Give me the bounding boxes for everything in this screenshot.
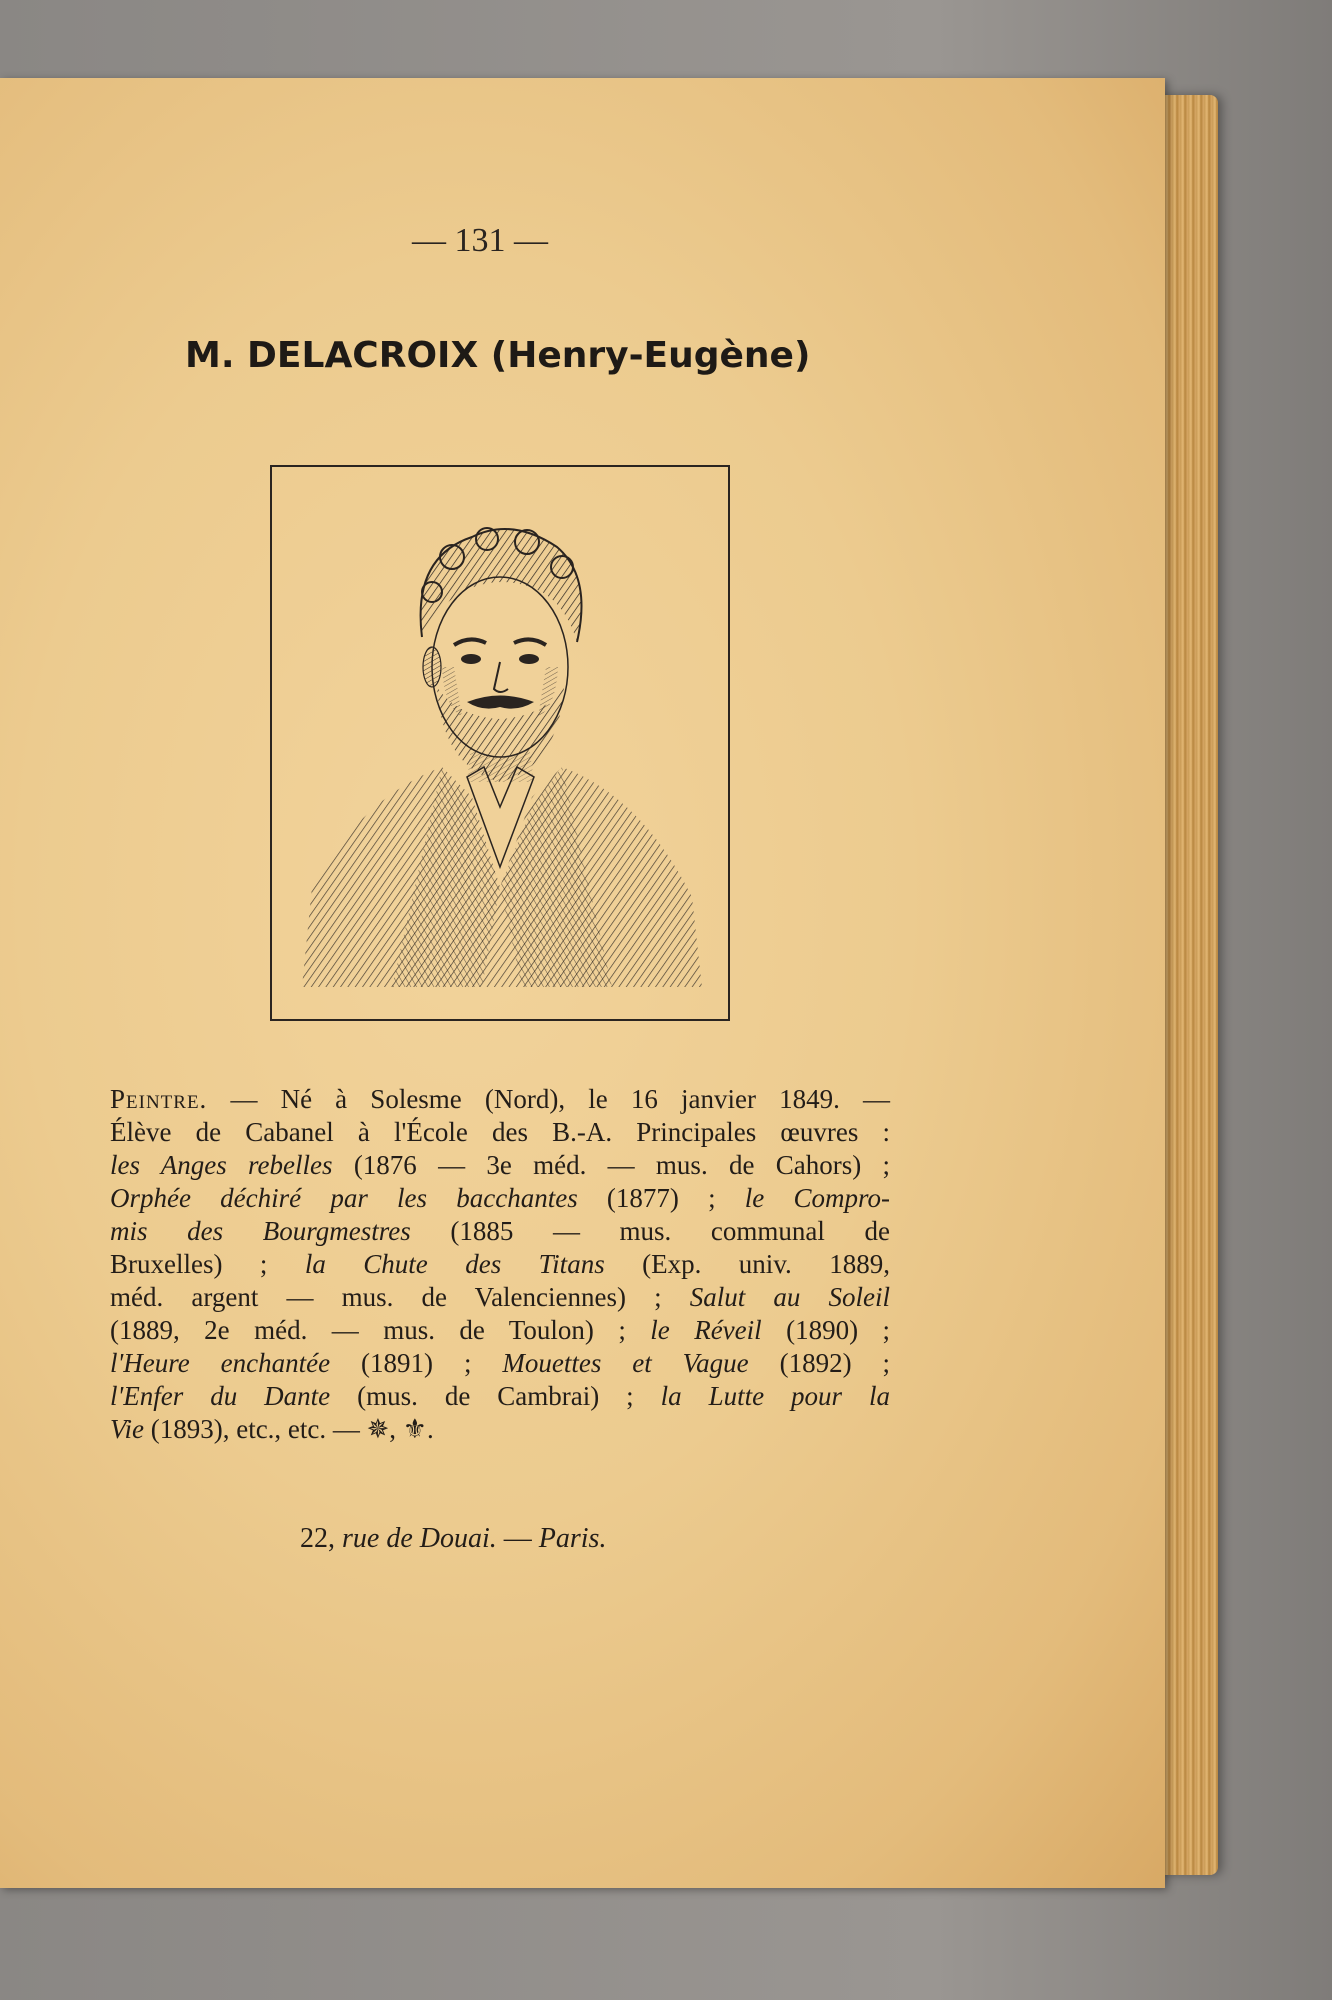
bio-line	[110, 1083, 890, 1116]
bio-line	[110, 1380, 890, 1413]
bio-line	[110, 1413, 890, 1446]
bio-text: (1876 — 3e méd. — mus. de Cahors) ;	[332, 1150, 890, 1180]
bio-text: (1891) ;	[330, 1348, 503, 1378]
work-title: Orphée déchiré par les bacchantes	[110, 1183, 578, 1213]
bio-text: — Né à Solesme (Nord), le 16 janvier 1849. —	[207, 1084, 890, 1114]
work-title: la Chute des Titans	[304, 1249, 605, 1279]
bio-text: Bruxelles) ;	[110, 1249, 305, 1279]
bio-text: (1885 — mus. communal de	[410, 1216, 890, 1246]
bio-line	[110, 1149, 890, 1182]
bio-line	[110, 1215, 890, 1248]
bio-line	[110, 1182, 890, 1215]
address-line	[300, 1523, 760, 1555]
bio-text: (1893), etc., etc. — ✵, ⚜.	[143, 1414, 434, 1444]
bio-text: (1889, 2e méd. — mus. de Toulon) ;	[110, 1315, 651, 1345]
work-title: l'Heure enchantée	[110, 1348, 331, 1378]
work-title: les Anges rebelles	[110, 1150, 333, 1180]
bio-text: (1892) ;	[748, 1348, 891, 1378]
bio-line	[110, 1347, 890, 1380]
work-title: l'Enfer du Dante	[110, 1381, 331, 1411]
biography-text	[110, 1083, 890, 1446]
portrait-illustration	[272, 467, 728, 1019]
bio-text: (Exp. univ. 1889,	[604, 1249, 890, 1279]
entry-heading: M. DELACROIX (Henry-Eugène)	[185, 335, 811, 376]
address-city: Paris.	[538, 1523, 607, 1554]
work-title: Mouettes et Vague	[502, 1348, 749, 1378]
bio-line	[110, 1314, 890, 1347]
work-title: la Lutte pour la	[660, 1381, 890, 1411]
work-title: Salut au Soleil	[689, 1282, 890, 1312]
bio-text: (1877) ;	[577, 1183, 745, 1213]
work-title: Vie	[110, 1414, 144, 1444]
address-separator: —	[503, 1523, 532, 1554]
bio-text: méd. argent — mus. de Valenciennes) ;	[110, 1282, 690, 1312]
portrait-engraving	[270, 465, 730, 1021]
bio-line	[110, 1116, 890, 1149]
page-number: — 131 —	[412, 222, 548, 259]
bio-line	[110, 1281, 890, 1314]
address-street: rue de Douai.	[342, 1523, 497, 1554]
bio-text: Élève de Cabanel à l'École des B.-A. Principales œuvres :	[110, 1117, 890, 1147]
work-title: le Réveil	[650, 1315, 762, 1345]
work-title: mis des Bourgmestres	[110, 1216, 411, 1246]
bio-line	[110, 1248, 890, 1281]
bio-text: (mus. de Cambrai) ;	[330, 1381, 661, 1411]
work-title: le Compro-	[744, 1183, 890, 1213]
profession-label: Peintre.	[110, 1084, 208, 1114]
address-number: 22,	[300, 1523, 335, 1554]
bio-text: (1890) ;	[761, 1315, 891, 1345]
